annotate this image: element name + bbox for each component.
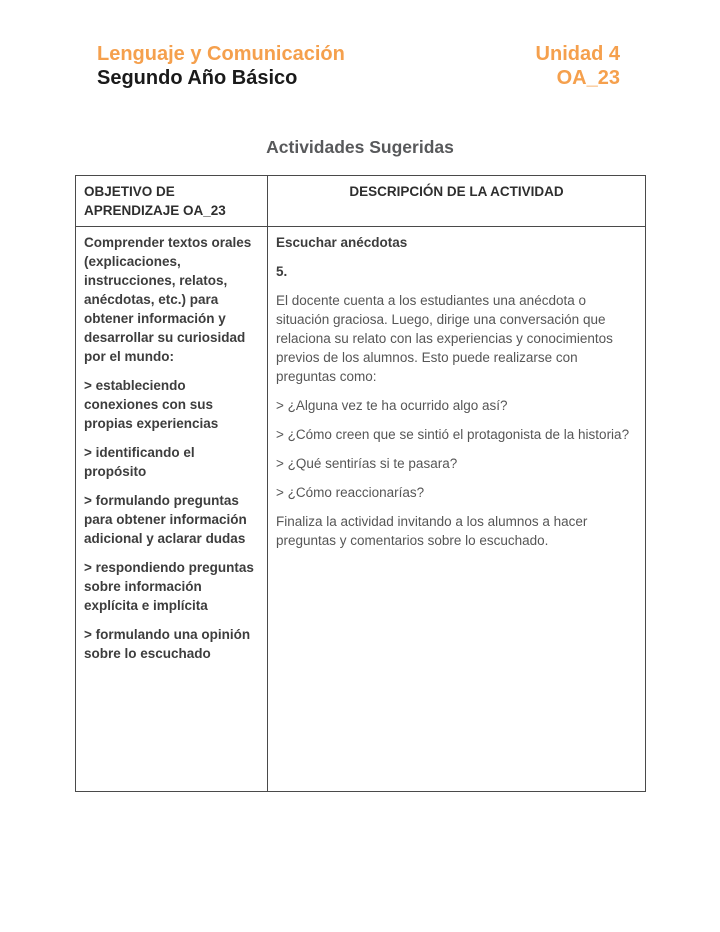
page-title: Actividades Sugeridas (266, 137, 454, 157)
objective-bullet: > formulando una opinión sobre lo escuchado (84, 627, 251, 661)
header-left-block (97, 42, 345, 90)
activity-question: > ¿Cómo reaccionarías? (276, 485, 425, 500)
activity-question: > ¿Qué sentirías si te pasara? (276, 456, 458, 471)
activity-number: 5. (276, 264, 288, 279)
oa-code-label: OA_23 (556, 67, 620, 89)
activities-table (75, 175, 646, 792)
objective-intro: Comprender textos orales (explicaciones, instrucciones, relatos, anécdotas, etc.) para obtener información y desarrollar su curiosidad por el mundo: (84, 235, 252, 364)
activity-paragraph: El docente cuenta a los estudiantes una anécdota o situación graciosa. Luego, dirige una conversación que relaciona su relato con las experiencias y conocimientos previos de los alumnos. Esto puede realizarse con preguntas como: (276, 293, 613, 384)
activity-title: Escuchar anécdotas (276, 235, 408, 250)
objective-bullet-list (84, 376, 259, 663)
activity-closing: Finaliza la actividad invitando a los alumnos a hacer preguntas y comentarios sobre lo escuchado. (276, 514, 588, 548)
header-right-block (536, 42, 620, 90)
objective-cell (76, 227, 268, 792)
table-header-row (76, 176, 646, 227)
objective-bullet: > estableciendo conexiones con sus propias experiencias (84, 378, 219, 431)
activity-cell (268, 227, 646, 792)
objective-bullet: > identificando el propósito (84, 445, 195, 479)
activity-question-list (276, 396, 637, 502)
objective-bullet: > respondiendo preguntas sobre información explícita e implícita (84, 560, 254, 613)
objective-bullet: > formulando preguntas para obtener información adicional y aclarar dudas (84, 493, 247, 546)
activity-question: > ¿Cómo creen que se sintió el protagonista de la historia? (276, 427, 630, 442)
grade-title: Segundo Año Básico (97, 67, 298, 89)
column-header-objective: OBJETIVO DE APRENDIZAJE OA_23 (76, 176, 268, 227)
activity-question: > ¿Alguna vez te ha ocurrido algo así? (276, 398, 508, 413)
unit-label: Unidad 4 (535, 43, 620, 65)
table-body-row (76, 227, 646, 792)
document-header (97, 42, 620, 90)
column-header-description: DESCRIPCIÓN DE LA ACTIVIDAD (268, 176, 646, 227)
subject-title: Lenguaje y Comunicación (97, 43, 345, 65)
